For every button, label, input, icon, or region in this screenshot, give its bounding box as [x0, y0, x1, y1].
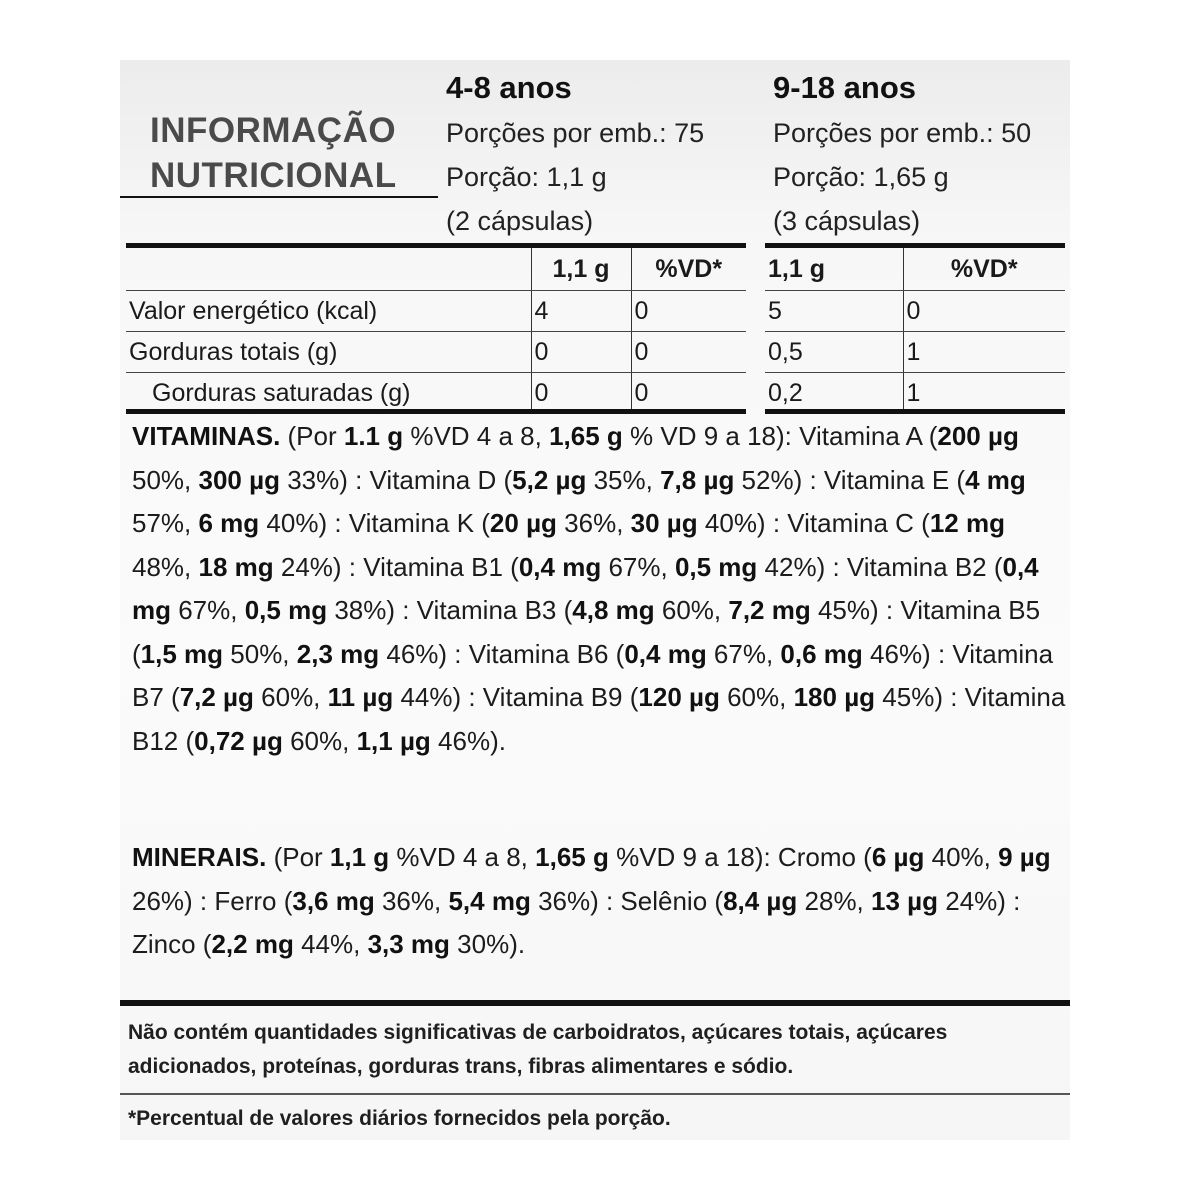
table-bottom-bar-left	[126, 409, 746, 414]
minerals-segment: 44%,	[293, 929, 368, 959]
vitamins-segment: 0,6 mg	[780, 638, 863, 669]
footer-note-daily-values: *Percentual de valores diários fornecidos pela porção.	[128, 1107, 671, 1130]
vitamins-segment: 7,8 µg	[660, 464, 735, 495]
header-amount-4-8: 1,1 g	[531, 248, 631, 291]
vitamins-segment: (Por	[280, 421, 344, 451]
header-empty-cell	[126, 248, 531, 291]
vitamins-segment: 120 µg	[638, 682, 720, 712]
vitamins-segment: 5,2 µg	[512, 464, 587, 495]
minerals-segment: 9 µg	[998, 842, 1051, 872]
minerals-segment: 24%) : Zinco (	[132, 885, 1021, 959]
minerals-segment: %VD 4 a 8,	[389, 842, 536, 872]
vitamins-segment: 18 mg	[198, 551, 274, 582]
vitamins-segment: 7,2 µg	[179, 682, 254, 712]
minerals-segment: 1,1 g	[329, 842, 390, 872]
vitamins-segment: %VD 4 a 8,	[403, 421, 550, 451]
vitamins-segment: % VD 9 a 18): Vitamina A (	[622, 421, 938, 451]
row-label-energy: Valor energético (kcal)	[126, 291, 531, 332]
vitamins-segment: 46%).	[430, 725, 506, 756]
capsules-9-18: (3 cápsulas)	[773, 206, 921, 236]
vitamins-segment: 50%,	[223, 638, 297, 669]
vitamins-segment: 67%,	[601, 551, 675, 582]
vitamins-segment: 67%,	[706, 638, 781, 669]
minerals-heading: MINERAIS.	[132, 842, 267, 872]
vitamins-segment: 45%) : Vitamina B5 (	[132, 595, 1041, 669]
minerals-segment: 36%) : Selênio (	[530, 885, 724, 916]
row-label-saturated-fat: Gorduras saturadas (g)	[126, 373, 531, 414]
table-header-row	[765, 248, 1065, 291]
footer-thin-divider	[120, 1093, 1070, 1095]
title-underline	[120, 196, 438, 198]
vitamins-segment: 42%) : Vitamina B2 (	[757, 551, 1003, 582]
minerals-segment: 3,6 mg	[292, 885, 375, 916]
vitamins-segment: 67%,	[171, 595, 245, 625]
vitamins-segment: 0,4 mg	[132, 551, 1039, 625]
nutrition-table-4-8	[126, 248, 746, 414]
minerals-segment: 36%,	[374, 885, 449, 916]
vitamins-segment: 60%,	[719, 682, 794, 712]
vitamins-segment: 1.1 g	[343, 421, 404, 451]
vitamins-segment: 20 µg	[489, 508, 557, 538]
cell-amount-4-8: 0	[531, 373, 631, 414]
cell-vd-9-18: 0	[903, 291, 1065, 332]
table-header-row	[126, 248, 746, 291]
label-title	[150, 108, 397, 198]
minerals-segment: 1,65 g	[535, 842, 609, 872]
vitamins-segment: 0,5 mg	[244, 595, 328, 625]
table-row	[126, 373, 746, 414]
minerals-segment: 30%).	[449, 929, 526, 959]
title-line-1: INFORMAÇÃO	[150, 111, 397, 150]
vitamins-segment: 40%) : Vitamina C (	[697, 508, 930, 538]
vitamins-segment: 200 µg	[937, 421, 1019, 451]
servings-4-8: Porções por emb.: 75	[446, 118, 705, 148]
minerals-segment: 2,2 mg	[211, 929, 294, 959]
vitamins-segment: 57%,	[132, 508, 199, 538]
vitamins-segment: 40%) : Vitamina K (	[259, 508, 490, 538]
vitamins-segment: 180 µg	[793, 682, 876, 712]
vitamins-segment: 0,4 mg	[624, 638, 707, 669]
vitamins-segment: 0,72 µg	[194, 725, 283, 756]
vitamins-segment: 44%) : Vitamina B9 (	[393, 682, 639, 712]
vitamins-segment: 6 mg	[198, 508, 260, 538]
nutrition-table-9-18	[765, 248, 1065, 414]
cell-amount-4-8: 4	[531, 291, 631, 332]
minerals-segment: 6 µg	[871, 842, 925, 872]
footer-note-line-2: adicionados, proteínas, gorduras trans, fibras alimentares e sódio.	[128, 1055, 794, 1078]
minerals-segment: 26%) : Ferro (	[132, 885, 293, 916]
minerals-segment: %VD 9 a 18): Cromo (	[608, 842, 872, 872]
vitamins-segment: 33%) : Vitamina D (	[279, 464, 513, 495]
footer-note-line-1: Não contém quantidades significativas de carboidratos, açúcares totais, açúcares	[128, 1021, 948, 1044]
vitamins-segment: 12 mg	[929, 508, 1005, 538]
cell-vd-4-8: 0	[631, 373, 746, 414]
vitamins-segment: 38%) : Vitamina B3 (	[327, 595, 573, 625]
row-label-total-fat: Gorduras totais (g)	[126, 332, 531, 373]
table-row	[765, 373, 1065, 414]
header-amount-9-18: 1,1 g	[765, 248, 903, 291]
cell-vd-4-8: 0	[631, 291, 746, 332]
vitamins-segment: 24%) : Vitamina B1 (	[273, 551, 519, 582]
table-bottom-bar-right	[765, 409, 1065, 414]
minerals-segment: 5,4 mg	[448, 885, 531, 916]
vitamins-segment: 50%,	[132, 464, 199, 495]
vitamins-paragraph	[132, 415, 1067, 763]
minerals-segment: 40%,	[924, 842, 999, 872]
cell-amount-9-18: 0,5	[765, 332, 903, 373]
minerals-body	[132, 842, 1051, 959]
vitamins-segment: 11 µg	[327, 682, 394, 712]
vitamins-segment: 4,8 mg	[572, 595, 655, 625]
vitamins-segment: 1,5 mg	[140, 638, 224, 669]
header-vd-9-18: %VD*	[903, 248, 1065, 291]
vitamins-segment: 52%) : Vitamina E (	[734, 464, 966, 495]
vitamins-segment: 36%,	[556, 508, 631, 538]
portion-4-8: Porção: 1,1 g	[446, 162, 607, 192]
table-row	[765, 332, 1065, 373]
age-group-9-18: 9-18 anos	[773, 70, 917, 105]
vitamins-segment: 7,2 mg	[728, 595, 811, 625]
vitamins-segment: 60%,	[282, 725, 357, 756]
vitamins-segment: 46%) : Vitamina B6 (	[379, 638, 625, 669]
minerals-segment: 8,4 µg	[723, 885, 798, 916]
title-line-2: NUTRICIONAL	[150, 156, 397, 195]
vitamins-segment: 35%,	[586, 464, 661, 495]
cell-amount-9-18: 0,2	[765, 373, 903, 414]
cell-amount-4-8: 0	[531, 332, 631, 373]
cell-vd-4-8: 0	[631, 332, 746, 373]
vitamins-heading: VITAMINAS.	[132, 421, 281, 451]
table-row	[126, 332, 746, 373]
vitamins-segment: 46%) : Vitamina B7 (	[132, 638, 1054, 712]
footer-note-not-significant	[128, 1016, 947, 1084]
vitamins-segment: 60%,	[654, 595, 729, 625]
minerals-segment: 3,3 mg	[367, 929, 450, 959]
footer-divider-bar	[120, 1000, 1070, 1006]
vitamins-segment: 4 mg	[965, 464, 1026, 495]
servings-9-18: Porções por emb.: 50	[773, 118, 1032, 148]
portion-9-18: Porção: 1,65 g	[773, 162, 949, 192]
vitamins-segment: 45%) : Vitamina B12 (	[132, 682, 1066, 756]
vitamins-body	[132, 421, 1065, 756]
vitamins-segment: 1,1 µg	[356, 725, 431, 756]
vitamins-segment: 60%,	[253, 682, 328, 712]
vitamins-segment: 2,3 mg	[296, 638, 380, 669]
cell-amount-9-18: 5	[765, 291, 903, 332]
age-group-4-8: 4-8 anos	[446, 70, 572, 105]
vitamins-segment: 1,65 g	[549, 421, 623, 451]
minerals-paragraph	[132, 836, 1067, 967]
minerals-segment: 28%,	[797, 885, 872, 916]
capsules-4-8: (2 cápsulas)	[446, 206, 594, 236]
header-vd-4-8: %VD*	[631, 248, 746, 291]
cell-vd-9-18: 1	[903, 373, 1065, 414]
cell-vd-9-18: 1	[903, 332, 1065, 373]
table-row	[765, 291, 1065, 332]
vitamins-segment: 0,4 mg	[518, 551, 602, 582]
minerals-segment: 13 µg	[871, 885, 939, 916]
vitamins-segment: 30 µg	[630, 508, 698, 538]
vitamins-segment: 300 µg	[198, 464, 280, 495]
table-row	[126, 291, 746, 332]
vitamins-segment: 0,5 mg	[674, 551, 758, 582]
vitamins-segment: 48%,	[132, 551, 199, 582]
minerals-segment: (Por	[266, 842, 330, 872]
